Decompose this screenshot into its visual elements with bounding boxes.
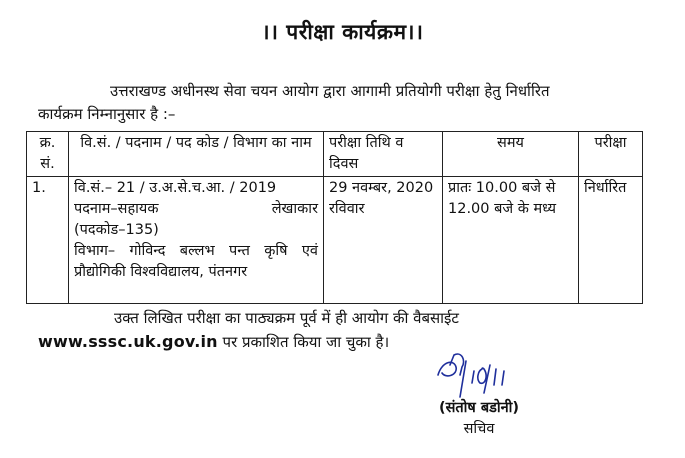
- department-name: विभाग– गोविन्द बल्लभ पन्त कृषि एवं प्रौद्योगिकी विश्वविद्यालय, पंतनगर: [74, 243, 318, 280]
- intro-line-2: कार्यक्रम निम्नानुसार है :–: [38, 105, 176, 123]
- cell-status: निर्धारित: [579, 177, 643, 304]
- cell-post-details: [69, 177, 324, 304]
- cell-serial: 1.: [27, 177, 69, 304]
- header-post-details: वि.सं. / पदनाम / पद कोड / विभाग का नाम: [69, 132, 324, 177]
- page-title: ।। परीक्षा कार्यक्रम।।: [261, 20, 424, 44]
- advertisement-number: वि.सं.– 21 / उ.अ.से.च.आ. / 2019: [74, 180, 277, 196]
- intro-line-1: उत्तराखण्ड अधीनस्थ सेवा चयन आयोग द्वारा आगामी प्रतियोगी परीक्षा हेतु निर्धारित: [110, 82, 550, 100]
- header-exam: परीक्षा: [579, 132, 643, 177]
- header-exam-date: परीक्षा तिथि व दिवस: [324, 132, 443, 177]
- table-header-row: [27, 132, 643, 177]
- website-link[interactable]: www.sssc.uk.gov.in: [38, 332, 218, 351]
- exam-schedule-table: [26, 131, 643, 304]
- signatory-name: (संतोष बडोनी): [438, 400, 520, 416]
- cell-exam-date: 29 नवम्बर, 2020 रविवार: [324, 177, 443, 304]
- notice-line-2: पर प्रकाशित किया जा चुका है।: [222, 333, 390, 351]
- header-serial: क्र. सं.: [27, 132, 69, 177]
- signatory-designation: सचिव: [463, 421, 495, 437]
- post-name: पदनाम–सहायक लेखाकार: [74, 201, 318, 217]
- post-code: (पदकोड–135): [74, 222, 159, 238]
- header-time: समय: [443, 132, 579, 177]
- website-notice: [38, 307, 636, 354]
- intro-paragraph: [38, 80, 638, 126]
- notice-line-1: उक्त लिखित परीक्षा का पाठ्यक्रम पूर्व में ही आयोग की वैबसाईट: [114, 309, 459, 327]
- table-row: [27, 177, 643, 304]
- handwritten-signature: [432, 353, 532, 399]
- cell-time: प्रातः 10.00 बजे से 12.00 बजे के मध्य: [443, 177, 579, 304]
